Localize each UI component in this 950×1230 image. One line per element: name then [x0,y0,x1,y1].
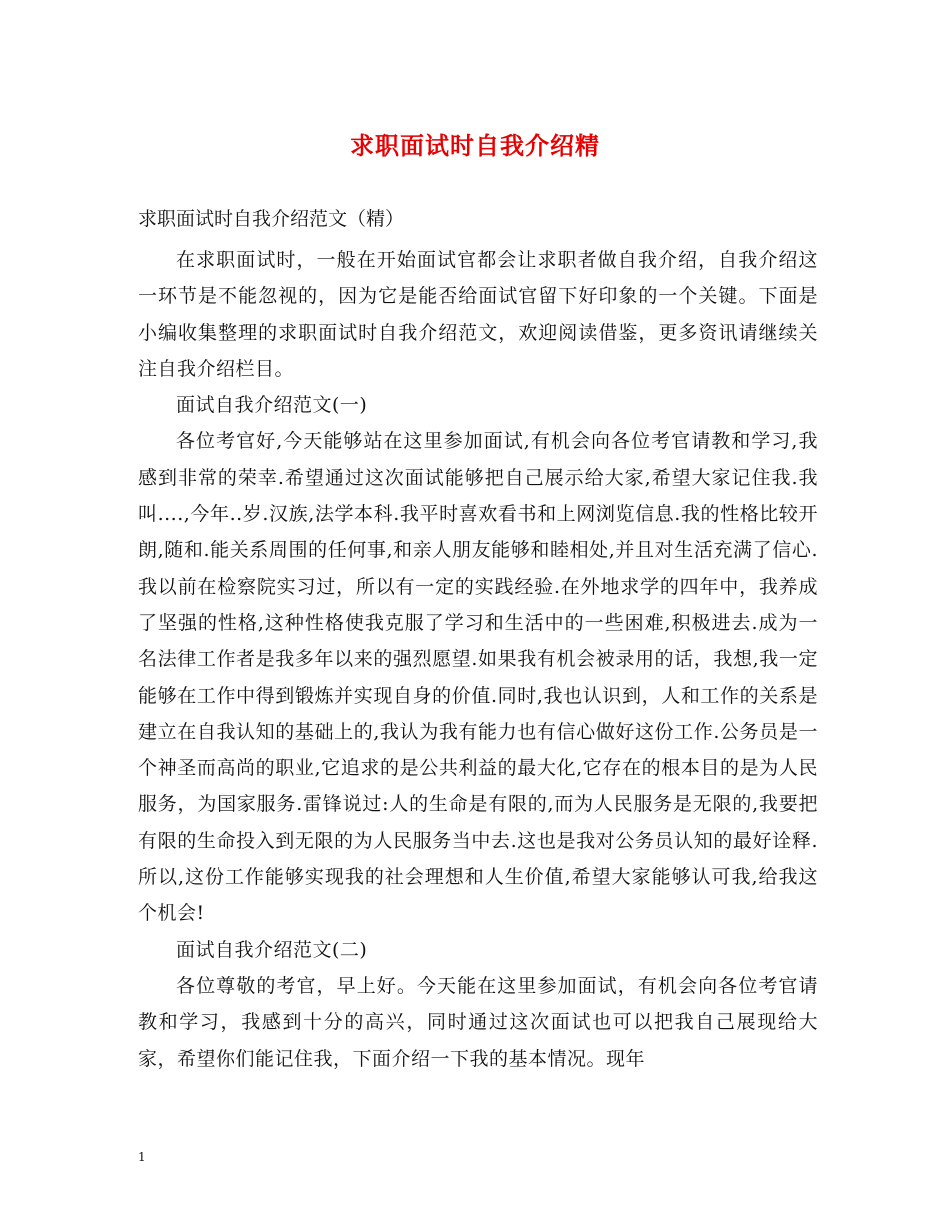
document-body [138,242,818,1077]
document-subtitle: 求职面试时自我介绍范文（精） [138,208,405,230]
section-heading-2: 面试自我介绍范文(二) [176,938,368,961]
section-heading-1: 面试自我介绍范文(一) [176,394,368,417]
document-title: 求职面试时自我介绍精 [350,131,600,160]
intro-paragraph: 在求职面试时，一般在开始面试官都会让求职者做自我介绍，自我介绍这一环节是不能忽视的，因为它是能否给面试官留下好印象的一个关键。下面是小编收集整理的求职面试时自我介绍范文，欢迎阅读借鉴，更多资讯请继续关注自我介绍栏目。 [138,249,818,380]
page-number: 1 [138,1150,146,1164]
sample-paragraph-1: 各位考官好,今天能够站在这里参加面试,有机会向各位考官请教和学习,我感到非常的荣幸.希望通过这次面试能够把自己展示给大家,希望大家记住我.我叫....,今年..岁.汉族,法学本科.我平时喜欢看书和上网浏览信息.我的性格比较开朗,随和.能关系周围的任何事,和亲人朋友能够和睦相处,并且对生活充满了信心.我以前在检察院实习过，所以有一定的实践经验.在外地求学的四年中，我养成了坚强的性格,这种性格使我克服了学习和生活中的一些困难,积极进去.成为一名法律工作者是我多年以来的强烈愿望.如果我有机会被录用的话，我想,我一定能够在工作中得到锻炼并实现自身的价值.同时,我也认识到，人和工作的关系是建立在自我认知的基础上的,我认为我有能力也有信心做好这份工作.公务员是一个神圣而高尚的职业,它追求的是公共利益的最大化,它存在的根本目的是为人民服务，为国家服务.雷锋说过:人的生命是有限的,而为人民服务是无限的,我要把有限的生命投入到无限的为人民服务当中去.这也是我对公务员认知的最好诠释.所以,这份工作能够实现我的社会理想和人生价值,希望大家能够认可我,给我这个机会! [138,430,818,925]
sample-paragraph-2: 各位尊敬的考官，早上好。今天能在这里参加面试，有机会向各位考官请教和学习，我感到十分的高兴，同时通过这次面试也可以把我自己展现给大家，希望你们能记住我，下面介绍一下我的基本情况。现年 [138,974,818,1070]
